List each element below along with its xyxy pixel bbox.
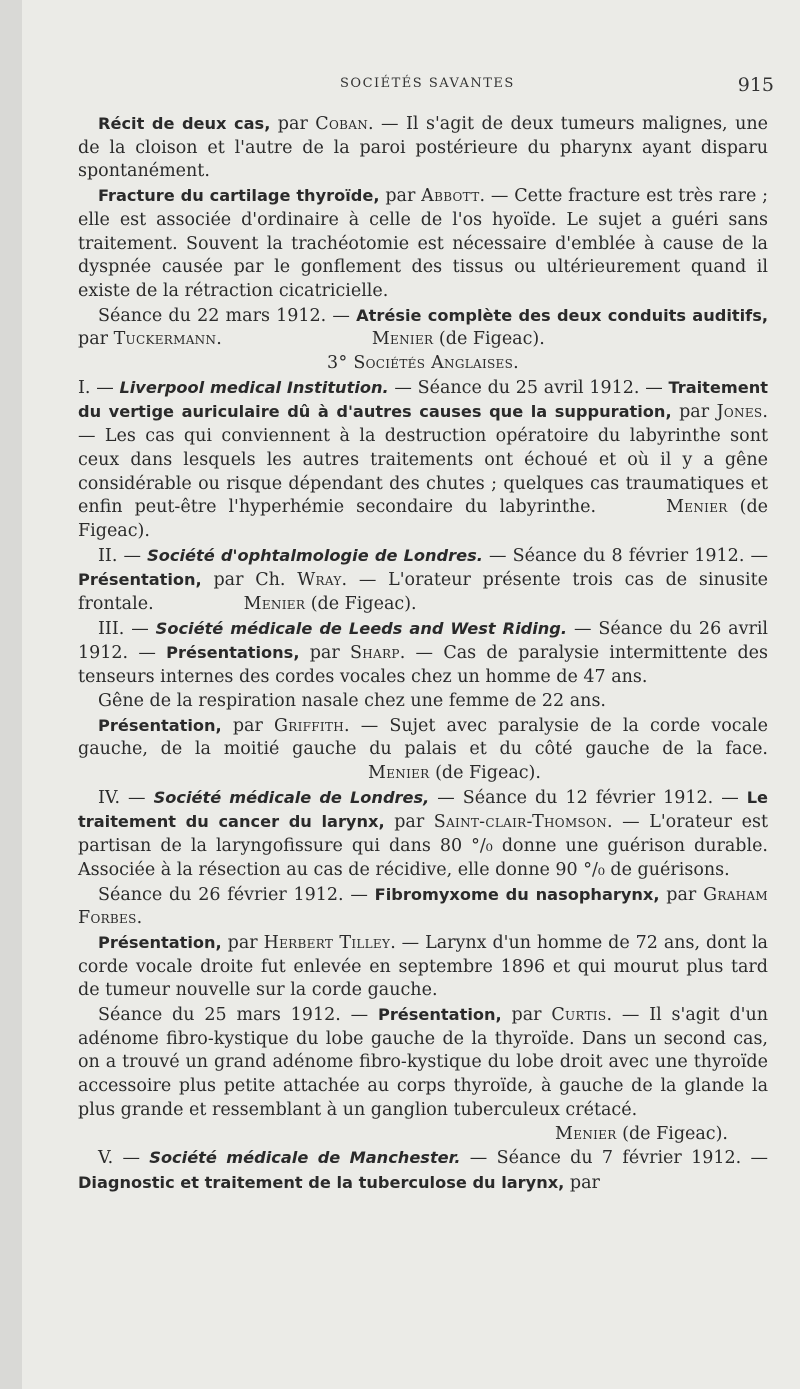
by-text: par [379,186,422,207]
signature: Menier [368,762,430,783]
author-name: Griffith [273,715,345,736]
author-name: Sharp [350,643,400,664]
article-title: Présentations, [166,643,300,663]
article-title: Fracture du cartilage thyroïde, [98,186,380,206]
paragraph-tuckermann [78,304,768,352]
section-number: III. — [98,618,156,639]
signature: Menier [371,329,434,350]
paragraph-forbes [78,883,768,931]
by-text: par [270,114,316,134]
author-name: Tuckermann [113,329,217,350]
signature-place: (de Figeac). [616,1123,728,1144]
session-date: Séance du 22 mars 1912. — [98,305,357,326]
article-title: Récit de deux cas, [98,114,271,133]
section-number: I. — [78,377,120,398]
punctuation: . [136,908,143,929]
signature-line [78,1123,768,1147]
section-number: II. — [98,545,148,566]
society-name: Société d'ophtalmologie de Londres. [147,545,483,565]
paragraph-text: Gêne de la respiration nasale chez une femme de 22 ans. [98,690,606,711]
page-number: 915 [737,74,774,96]
by-text: par [221,715,274,736]
session-date: — Séance du 7 février 1912. — [460,1148,768,1169]
paragraph-text: . — Les cas qui conviennent à la destruction opératoire du labyrinthe sont ceux dans lesquels les autres traitements ont échoué et où il y a gêne considérable ou risque dépendant des chutes ; quelques cas traumatiques et enfin peut-être l'hyperhémie secondaire du labyrinthe. [78,402,768,518]
book-page [22,0,800,1389]
section-number: IV. — [98,787,154,808]
section-number: V. — [98,1148,150,1169]
article-title: Présentation, [377,1005,502,1025]
signature: Menier [666,497,728,518]
society-name: Liverpool medical Institution. [119,377,389,397]
paragraph-londres [78,786,768,883]
paragraph-text: . — L'orateur présente trois cas de sinusite frontale. [78,570,768,615]
running-title: SOCIÉTÉS SAVANTES [340,76,515,91]
society-name: Société médicale de Leeds and West Riding. [155,618,568,638]
paragraph-griffith [78,714,768,786]
paragraph-text: . — Larynx d'un homme de 72 ans, dont la corde vocale droite fut enlevée en septembre 1896 et qui mourut plus tard de tumeur nouvelle sur la corde gauche. [78,932,768,1001]
punctuation: . [216,329,222,350]
article-title: Atrésie complète des deux conduits auditifs, [356,305,769,325]
paragraph-abbott [78,184,768,304]
paragraph-text: . — Il s'agit de deux tumeurs malignes, une de la cloison et l'autre de la paroi postérieure du pharynx ayant disparu spontanément. [78,114,768,182]
paragraph-coban [78,112,768,184]
paragraph-liverpool [78,376,768,544]
session-date: Séance du 25 mars 1912. — [98,1005,378,1026]
session-date: — Séance du 26 avril 1912. — [78,618,769,664]
author-name: Graham Forbes [78,884,768,929]
by-text: par [78,329,114,350]
signature-place: (de Figeac). [305,594,417,615]
session-date: — Séance du 8 février 1912. — [482,545,768,566]
paragraph-ophtalmologie [78,544,768,617]
page-header [22,74,800,100]
by-text: par [659,884,704,905]
article-title: Présentation, [98,715,222,735]
author-name: Wray [297,570,342,591]
paragraph-text: . — L'orateur est partisan de la laryngofissure qui dans 80 °/₀ donne une guérison durable. Associée à la résection au cas de récidive, elle donne 90 °/₀ de guérisons. [78,812,768,880]
article-title: Fibromyxome du nasopharynx, [374,884,660,904]
signature-place: (de Figeac). [78,497,768,541]
author-name: Herbert Tilley [263,932,391,953]
paragraph-leeds-2 [78,690,768,714]
section-heading [78,352,768,376]
session-date: — Séance du 25 avril 1912. — [388,377,669,398]
by-text: par [221,932,264,953]
author-name: Abbott [421,186,480,207]
session-date: Séance du 26 février 1912. — [98,884,375,905]
signature: Menier [555,1123,617,1144]
paragraph-curtis [78,1003,768,1123]
society-name: Société médicale de Londres, [153,787,430,807]
paragraph-text: . — Il s'agit d'un adénome fibro-kystique du lobe gauche de la thyroïde. Dans un second cas, on a trouvé un grand adénome fibro-kystique du lobe droit avec une thyroïde accessoire plus petite attachée au corps thyroïde, à gauche de la glande la plus grande et ressemblant à un ganglion tuberculeux crétacé. [78,1005,768,1120]
paragraph-leeds [78,617,768,690]
session-date: — Séance du 12 février 1912. — [429,787,747,808]
section-heading-text: 3° Sociétés Anglaises. [327,353,519,374]
article-title: Présentation, [98,932,222,952]
society-name: Société médicale de Manchester. [149,1148,461,1168]
article-title: Traitement du vertige auriculaire dû à d'autres causes que la suppuration, [78,377,768,422]
author-name: Curtis [551,1005,607,1026]
paragraph-text: . — Cas de paralysie intermittente des tenseurs internes des cordes vocales chez un homme de 47 ans. [78,643,768,688]
author-name: Coban [315,114,368,134]
signature-place: (de Figeac). [433,329,545,350]
by-text: par Ch. [201,570,298,591]
article-title: Présentation, [78,570,202,590]
paragraph-tilley [78,931,768,1003]
by-text: par [671,402,717,423]
author-name: Jones [716,402,763,423]
signature-place: (de Figeac). [429,762,541,783]
by-text: par [299,643,350,664]
paragraph-text: . — Sujet avec paralysie de la corde vocale gauche, de la moitié gauche du palais et du côté gauche de la face. [78,715,768,760]
author-name: Saint-clair-Thomson [433,812,607,833]
by-text: par [564,1172,600,1193]
body-text [78,112,768,1196]
by-text: par [501,1005,552,1026]
paragraph-manchester [78,1146,768,1195]
paragraph-text: . — Cette fracture est très rare ; elle est associée d'ordinaire à celle de l'os hyoïde. Le sujet a guéri sans traitement. Souvent la trachéotomie est nécessaire d'emblée à cause de la dyspnée causée par le gonflement des tissus ou ultérieurement quand il existe de la rétraction cicatricielle. [78,186,769,301]
article-title: Le traitement du cancer du larynx, [78,787,769,832]
signature: Menier [243,594,306,615]
article-title: Diagnostic et traitement de la tuberculose du larynx, [78,1172,565,1192]
by-text: par [384,812,434,833]
